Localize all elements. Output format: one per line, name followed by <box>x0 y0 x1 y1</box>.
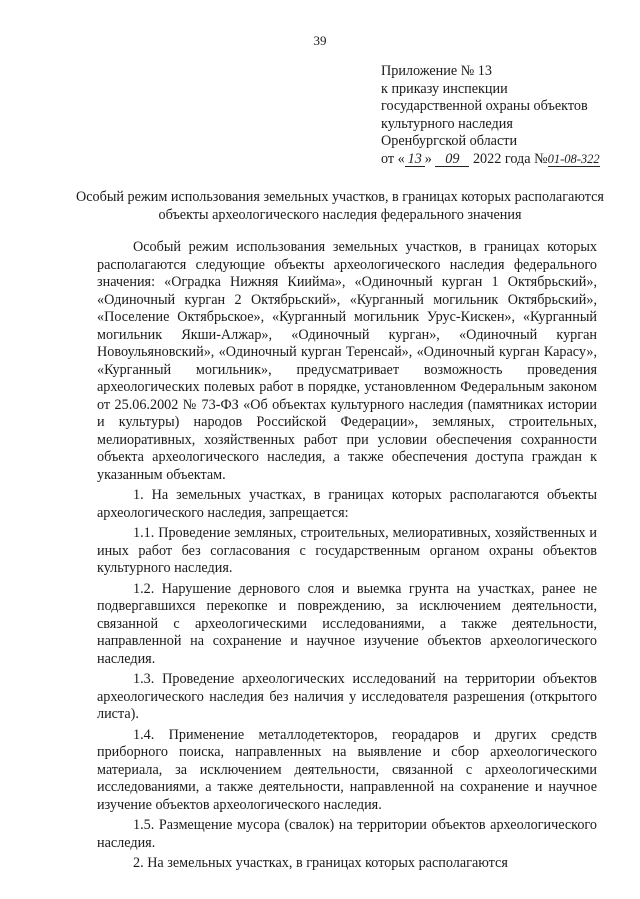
order-day: 13 <box>405 152 425 167</box>
document-title: Особый режим использования земельных участков, в границах которых располагаются объекты археологического наследия федерального значения <box>76 189 604 223</box>
clause-1-4: 1.4. Применение металлодетекторов, георадаров и других средств приборного поиска, направленных на выявление и сбор археологического материала, за исключением деятельности, связанной с археологическими исследованиями, а также деятельности, направленной на сохранение и научное изучение объектов археологического наследия. <box>97 726 597 813</box>
appendix-header <box>381 63 631 169</box>
order-month: 09 <box>435 152 469 167</box>
clause-1-5: 1.5. Размещение мусора (свалок) на территории объектов археологического наследия. <box>97 817 597 851</box>
order-year: 2022 года № <box>472 150 548 167</box>
document-body <box>97 239 597 873</box>
appendix-line: Оренбургской области <box>381 133 518 150</box>
date-mid: » <box>424 150 432 167</box>
order-number: 01-08-322 <box>547 151 600 166</box>
page-number: 39 <box>313 33 327 48</box>
appendix-line: государственной охраны объектов <box>381 98 588 115</box>
clause-1-2: 1.2. Нарушение дернового слоя и выемка грунта на участках, ранее не подвергавшихся перекопке и повреждению, за исключением деятельности, связанной с археологическими исследованиями, а также деятельности, направленной на сохранение и научное изучение объектов археологического наследия. <box>97 580 597 667</box>
date-prefix: от « <box>381 150 405 167</box>
intro-paragraph: Особый режим использования земельных участков, в границах которых располагаются следующие объекты археологического наследия федерального значения: «Оградка Нижняя Киийма», «Одиночный курган 1 Октябрьский», «Одиночный курган 2 Октябрьский», «Курганный могильник Октябрьский», «Поселение Октябрьское», «Курганный могильник Урус-Кискен», «Курганный могильник Якши-Алжар», «Одиночный курган», «Одиночный курган Новоульяновский», «Одиночный курган Теренсай», «Одиночный курган Карасу», «Курганный могильник», предусматривает возможность проведения археологических полевых работ в порядке, установленном Федеральным законом от 25.06.2002 № 73-ФЗ «Об объектах культурного наследия (памятниках истории и культуры) народов Российской Федерации», земляных, строительных, мелиоративных, хозяйственных работ при условии обеспечения сохранности объекта археологического наследия, а также обеспечения доступа граждан к указанным объектам. <box>97 239 597 483</box>
appendix-line: Приложение № 13 <box>381 63 492 79</box>
order-date-line <box>381 151 631 169</box>
clause-1-3: 1.3. Проведение археологических исследований на территории объектов археологического наследия без наличия у исследователя разрешения (открытого листа). <box>97 671 597 722</box>
appendix-line: культурного наследия <box>381 115 513 132</box>
clause-1-1: 1.1. Проведение земляных, строительных, мелиоративных, хозяйственных и иных работ без согласования с государственным органом охраны объектов культурного наследия. <box>97 525 597 576</box>
clause-2: 2. На земельных участках, в границах которых располагаются <box>133 855 508 871</box>
appendix-line: к приказу инспекции <box>381 80 508 97</box>
clause-1: 1. На земельных участках, в границах которых располагаются объекты археологического наследия, запрещается: <box>97 487 597 521</box>
